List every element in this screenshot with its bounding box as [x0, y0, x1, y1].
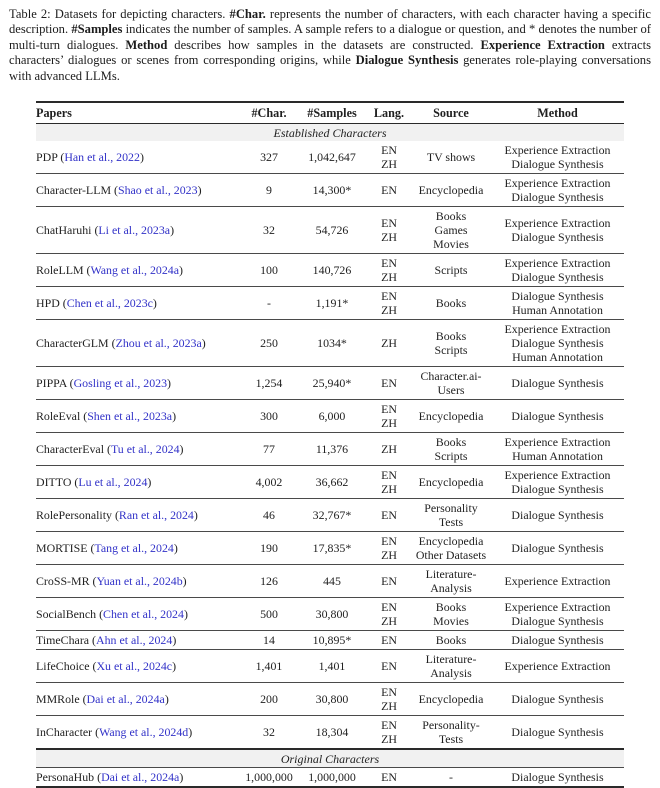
source-cell-line: Literature-: [425, 652, 477, 667]
samples-cell: 14,300*: [312, 183, 352, 198]
source-cell-line: Games: [434, 223, 468, 238]
source-cell-line: Other Datasets: [415, 548, 487, 563]
lang-cell: [367, 499, 411, 532]
source-cell: [411, 466, 491, 499]
source-cell-line: -: [449, 770, 453, 785]
method-cell-line: Human Annotation: [512, 449, 603, 464]
source-cell-line: Literature-: [425, 567, 477, 582]
source-cell: [411, 287, 491, 320]
samples-cell: 25,940*: [312, 376, 352, 391]
method-cell-line: Experience Extraction: [504, 216, 611, 231]
samples-cell: 140,726: [312, 263, 352, 278]
lang-cell: [367, 598, 411, 631]
source-cell: [411, 598, 491, 631]
source-cell-line: Personality: [424, 501, 478, 516]
lang-cell-line: EN: [381, 216, 397, 231]
paper-cell: MORTISE (Tang et al., 2024): [36, 541, 178, 556]
samples-cell: 6,000: [318, 409, 346, 424]
citation-link[interactable]: Tu et al., 2024: [110, 442, 180, 457]
citation-link[interactable]: Li et al., 2023a: [98, 223, 171, 238]
paper-name: Character-LLM: [36, 183, 112, 198]
lang-cell: [367, 683, 411, 716]
source-cell: [411, 433, 491, 466]
lang-cell-line: EN: [381, 289, 397, 304]
citation-link[interactable]: Chen et al., 2024: [103, 607, 184, 622]
paper-name: MORTISE: [36, 541, 88, 556]
char-count-cell: 32: [263, 223, 275, 238]
source-cell-line: Encyclopedia: [418, 534, 484, 549]
lang-cell-line: ZH: [381, 303, 397, 318]
citation-link[interactable]: Shen et al., 2023a: [87, 409, 173, 424]
citation-link[interactable]: Ran et al., 2024: [118, 508, 194, 523]
lang-cell: [367, 320, 411, 367]
paper-cell: DITTO (Lu et al., 2024): [36, 475, 152, 490]
source-cell-line: Encyclopedia: [418, 475, 484, 490]
paper-name: PDP: [36, 150, 58, 165]
source-cell: [411, 254, 491, 287]
method-cell-line: Dialogue Synthesis: [511, 541, 604, 556]
paper-cell: RoleEval (Shen et al., 2023a): [36, 409, 177, 424]
citation-link[interactable]: Lu et al., 2024: [78, 475, 148, 490]
paper-cell: PDP (Han et al., 2022): [36, 150, 144, 165]
citation-link[interactable]: Xu et al., 2024c: [96, 659, 173, 674]
column-header-lang: Lang.: [367, 102, 411, 124]
char-count-cell: 1,401: [255, 659, 283, 674]
lang-cell: [367, 532, 411, 565]
char-count-cell: 327: [260, 150, 278, 165]
method-cell: [491, 254, 624, 287]
source-cell: [411, 631, 491, 650]
column-header-source: Source: [411, 102, 491, 124]
method-cell-line: Experience Extraction: [504, 659, 611, 674]
source-cell: [411, 207, 491, 254]
section-header-row: [36, 749, 624, 768]
char-count-cell: 190: [260, 541, 278, 556]
lang-cell: [367, 433, 411, 466]
table-row: [36, 207, 624, 254]
paper-cell: MMRole (Dai et al., 2024a): [36, 692, 169, 707]
samples-cell: 18,304: [315, 725, 349, 740]
paper-name: CharacterEval: [36, 442, 104, 457]
table-row: [36, 650, 624, 683]
lang-cell-line: EN: [381, 534, 397, 549]
table-header: [36, 102, 624, 124]
lang-cell-line: EN: [381, 143, 397, 158]
table-row: [36, 254, 624, 287]
lang-cell-line: EN: [381, 402, 397, 417]
source-cell: [411, 650, 491, 683]
paper-name: CharacterGLM: [36, 336, 109, 351]
lang-cell-line: ZH: [381, 336, 397, 351]
lang-cell: [367, 367, 411, 400]
method-cell: [491, 565, 624, 598]
method-cell: [491, 716, 624, 750]
method-cell-line: Human Annotation: [512, 303, 603, 318]
table-body: [36, 124, 624, 788]
method-cell-line: Experience Extraction: [504, 143, 611, 158]
paper-name: MMRole: [36, 692, 80, 707]
lang-cell-line: ZH: [381, 270, 397, 285]
method-cell: [491, 499, 624, 532]
method-cell: [491, 367, 624, 400]
paper-cell: RoleLLM (Wang et al., 2024a): [36, 263, 183, 278]
paper-name: LifeChoice: [36, 659, 90, 674]
citation-link[interactable]: Chen et al., 2023c: [66, 296, 153, 311]
paper-name: DITTO: [36, 475, 72, 490]
lang-cell: [367, 565, 411, 598]
char-count-cell: 32: [263, 725, 275, 740]
section-header-row: [36, 124, 624, 142]
char-count-cell: 100: [260, 263, 278, 278]
samples-cell: 10,895*: [312, 633, 352, 648]
source-cell-line: Analysis: [430, 581, 472, 596]
char-count-cell: 1,000,000: [245, 770, 293, 785]
samples-cell: 445: [323, 574, 341, 589]
lang-cell-line: EN: [381, 718, 397, 733]
citation-link[interactable]: Wang et al., 2024a: [90, 263, 180, 278]
source-cell: [411, 367, 491, 400]
source-cell-line: Encyclopedia: [418, 409, 484, 424]
method-cell-line: Dialogue Synthesis: [511, 270, 604, 285]
method-cell-line: Experience Extraction: [504, 468, 611, 483]
lang-cell: [367, 466, 411, 499]
paper-name: ChatHaruhi: [36, 223, 92, 238]
source-cell: [411, 532, 491, 565]
source-cell-line: Books: [435, 209, 467, 224]
citation-link[interactable]: Yuan et al., 2024b: [96, 574, 183, 589]
citation-link[interactable]: Ahn et al., 2024: [96, 633, 173, 648]
source-cell-line: Scripts: [434, 343, 468, 358]
caption-text: describes how samples in the datasets are constructed.: [167, 37, 481, 52]
source-cell-line: Books: [435, 296, 467, 311]
source-cell-line: Scripts: [434, 449, 468, 464]
paper-name: InCharacter: [36, 725, 93, 740]
source-cell: [411, 716, 491, 750]
method-cell: [491, 400, 624, 433]
paper-cell: PersonaHub (Dai et al., 2024a): [36, 770, 184, 785]
source-cell-line: Encyclopedia: [418, 692, 484, 707]
table-row: [36, 598, 624, 631]
method-cell: [491, 683, 624, 716]
char-count-cell: 4,002: [255, 475, 283, 490]
method-cell-line: Dialogue Synthesis: [511, 289, 604, 304]
method-cell-line: Dialogue Synthesis: [511, 770, 604, 785]
source-cell-line: Movies: [433, 237, 469, 252]
table-row: [36, 141, 624, 174]
table-caption: [0, 0, 660, 84]
lang-cell: [367, 631, 411, 650]
lang-cell-line: EN: [381, 633, 397, 648]
char-count-cell: 200: [260, 692, 278, 707]
citation-link[interactable]: Zhou et al., 2023a: [115, 336, 202, 351]
lang-cell-line: EN: [381, 508, 397, 523]
lang-cell-line: ZH: [381, 230, 397, 245]
char-count-cell: 14: [263, 633, 275, 648]
source-cell-line: Users: [437, 383, 465, 398]
samples-cell: 1034*: [317, 336, 347, 351]
source-cell-line: Books: [435, 600, 467, 615]
method-cell-line: Dialogue Synthesis: [511, 614, 604, 629]
char-count-cell: 77: [263, 442, 275, 457]
method-cell-line: Dialogue Synthesis: [511, 376, 604, 391]
paper-cell: Character-LLM (Shao et al., 2023): [36, 183, 202, 198]
lang-cell: [367, 650, 411, 683]
paper-name: RoleEval: [36, 409, 81, 424]
citation-link[interactable]: Dai et al., 2024a: [101, 770, 180, 785]
method-cell-line: Dialogue Synthesis: [511, 157, 604, 172]
paper-name: TimeChara: [36, 633, 90, 648]
paper-name: RolePersonality: [36, 508, 112, 523]
method-cell-line: Human Annotation: [512, 350, 603, 365]
method-cell-line: Dialogue Synthesis: [511, 633, 604, 648]
paper-cell: ChatHaruhi (Li et al., 2023a): [36, 223, 175, 238]
table-row: [36, 532, 624, 565]
source-cell: [411, 400, 491, 433]
header-row: [36, 102, 624, 124]
caption-text: extracts characters’ dialogues or scenes from corresponding origins, while: [9, 37, 652, 68]
lang-cell: [367, 254, 411, 287]
caption-text: Table 2: Datasets for depicting characters.: [9, 7, 230, 21]
caption-term: Experience Extraction: [480, 37, 605, 52]
table-row: [36, 631, 624, 650]
samples-cell: 36,662: [315, 475, 349, 490]
method-cell-line: Experience Extraction: [504, 322, 611, 337]
paper-name: CroSS-MR: [36, 574, 90, 589]
section-label: Established Characters: [273, 125, 387, 140]
method-cell-line: Dialogue Synthesis: [511, 692, 604, 707]
source-cell: [411, 174, 491, 207]
char-count-cell: 46: [263, 508, 275, 523]
method-cell-line: Experience Extraction: [504, 600, 611, 615]
method-cell: [491, 287, 624, 320]
table-row: [36, 466, 624, 499]
lang-cell-line: EN: [381, 770, 397, 785]
lang-cell-line: ZH: [381, 699, 397, 714]
paper-name: PIPPA: [36, 376, 67, 391]
source-cell-line: Books: [435, 329, 467, 344]
char-count-cell: 1,254: [255, 376, 283, 391]
source-cell-line: TV shows: [426, 150, 476, 165]
table-row: [36, 768, 624, 788]
lang-cell: [367, 287, 411, 320]
method-cell-line: Experience Extraction: [504, 435, 611, 450]
source-cell-line: Character.ai-: [420, 369, 482, 384]
method-cell: [491, 174, 624, 207]
char-count-cell: -: [267, 296, 271, 311]
source-cell-line: Analysis: [430, 666, 472, 681]
caption-term: #Samples: [71, 22, 123, 37]
method-cell: [491, 320, 624, 367]
source-cell: [411, 768, 491, 788]
paper-cell: HPD (Chen et al., 2023c): [36, 296, 157, 311]
paper-name: PersonaHub: [36, 770, 95, 785]
method-cell: [491, 141, 624, 174]
samples-cell: 1,401: [318, 659, 346, 674]
samples-cell: 32,767*: [312, 508, 352, 523]
char-count-cell: 500: [260, 607, 278, 622]
citation-link[interactable]: Shao et al., 2023: [117, 183, 198, 198]
citation-link[interactable]: Dai et al., 2024a: [86, 692, 165, 707]
samples-cell: 30,800: [315, 692, 349, 707]
source-cell: [411, 683, 491, 716]
method-cell: [491, 768, 624, 788]
method-cell-line: Experience Extraction: [504, 256, 611, 271]
table-row: [36, 400, 624, 433]
paper-cell: CharacterGLM (Zhou et al., 2023a): [36, 336, 206, 351]
lang-cell-line: ZH: [381, 614, 397, 629]
method-cell: [491, 631, 624, 650]
paper-cell: SocialBench (Chen et al., 2024): [36, 607, 188, 622]
source-cell: [411, 565, 491, 598]
lang-cell-line: EN: [381, 256, 397, 271]
lang-cell: [367, 716, 411, 750]
method-cell: [491, 532, 624, 565]
samples-cell: 54,726: [315, 223, 349, 238]
lang-cell: [367, 174, 411, 207]
datasets-table: [36, 101, 624, 788]
paper-cell: CharacterEval (Tu et al., 2024): [36, 442, 184, 457]
column-header-samples: #Samples: [297, 102, 367, 124]
samples-cell: 11,376: [315, 442, 349, 457]
table-row: [36, 716, 624, 750]
table-row: [36, 320, 624, 367]
lang-cell: [367, 207, 411, 254]
method-cell-line: Experience Extraction: [504, 176, 611, 191]
samples-cell: 17,835*: [312, 541, 352, 556]
method-cell-line: Dialogue Synthesis: [511, 508, 604, 523]
char-count-cell: 9: [266, 183, 272, 198]
source-cell: [411, 141, 491, 174]
paper-cell: InCharacter (Wang et al., 2024d): [36, 725, 193, 740]
lang-cell-line: EN: [381, 376, 397, 391]
method-cell-line: Dialogue Synthesis: [511, 336, 604, 351]
source-cell: [411, 320, 491, 367]
citation-link[interactable]: Han et al., 2022: [64, 150, 140, 165]
lang-cell: [367, 768, 411, 788]
caption-term: #Char.: [229, 7, 266, 21]
samples-cell: 1,042,647: [308, 150, 356, 165]
citation-link[interactable]: Wang et al., 2024d: [99, 725, 189, 740]
lang-cell-line: EN: [381, 600, 397, 615]
source-cell-line: Encyclopedia: [418, 183, 484, 198]
samples-cell: 1,191*: [315, 296, 349, 311]
lang-cell-line: EN: [381, 183, 397, 198]
source-cell-line: Books: [435, 435, 467, 450]
caption-term: Method: [125, 37, 168, 52]
source-cell-line: Tests: [438, 732, 464, 747]
lang-cell-line: ZH: [381, 482, 397, 497]
samples-cell: 30,800: [315, 607, 349, 622]
paper-cell: TimeChara (Ahn et al., 2024): [36, 633, 177, 648]
paper-cell: LifeChoice (Xu et al., 2024c): [36, 659, 177, 674]
paper-cell: CroSS-MR (Yuan et al., 2024b): [36, 574, 187, 589]
method-cell: [491, 598, 624, 631]
lang-cell-line: ZH: [381, 548, 397, 563]
lang-cell: [367, 141, 411, 174]
source-cell: [411, 499, 491, 532]
source-cell-line: Books: [435, 633, 467, 648]
method-cell: [491, 207, 624, 254]
source-cell-line: Personality-: [422, 718, 480, 733]
method-cell-line: Dialogue Synthesis: [511, 725, 604, 740]
samples-cell: 1,000,000: [308, 770, 356, 785]
char-count-cell: 126: [260, 574, 278, 589]
caption-text: represents the number of characters, with each character having a specific description.: [9, 7, 651, 37]
citation-link[interactable]: Gosling et al., 2023: [73, 376, 168, 391]
char-count-cell: 250: [260, 336, 278, 351]
method-cell-line: Dialogue Synthesis: [511, 409, 604, 424]
lang-cell: [367, 400, 411, 433]
source-cell-line: Tests: [438, 515, 464, 530]
paper-name: SocialBench: [36, 607, 97, 622]
method-cell-line: Dialogue Synthesis: [511, 190, 604, 205]
method-cell: [491, 433, 624, 466]
caption-term: Dialogue Synthesis: [355, 53, 459, 68]
table-row: [36, 565, 624, 598]
paper-cell: RolePersonality (Ran et al., 2024): [36, 508, 198, 523]
paper-name: RoleLLM: [36, 263, 84, 278]
lang-cell-line: ZH: [381, 442, 397, 457]
method-cell: [491, 466, 624, 499]
table-row: [36, 433, 624, 466]
lang-cell-line: ZH: [381, 157, 397, 172]
method-cell-line: Experience Extraction: [504, 574, 611, 589]
caption-text: indicates the number of samples. A sample refers to a dialogue or question, and * denotes the number of multi-turn dialogues.: [9, 22, 651, 52]
table-row: [36, 174, 624, 207]
column-header-method: Method: [491, 102, 624, 124]
table-row: [36, 683, 624, 716]
source-cell-line: Scripts: [434, 263, 468, 278]
citation-link[interactable]: Tang et al., 2024: [94, 541, 174, 556]
column-header-char-count: #Char.: [241, 102, 297, 124]
paper-cell: PIPPA (Gosling et al., 2023): [36, 376, 172, 391]
table-row: [36, 499, 624, 532]
lang-cell-line: ZH: [381, 732, 397, 747]
paper-name: HPD: [36, 296, 60, 311]
lang-cell-line: EN: [381, 659, 397, 674]
char-count-cell: 300: [260, 409, 278, 424]
source-cell-line: Movies: [433, 614, 469, 629]
table-row: [36, 287, 624, 320]
lang-cell-line: EN: [381, 468, 397, 483]
method-cell-line: Dialogue Synthesis: [511, 230, 604, 245]
column-header-papers: Papers: [36, 102, 241, 124]
method-cell-line: Dialogue Synthesis: [511, 482, 604, 497]
lang-cell-line: ZH: [381, 416, 397, 431]
lang-cell-line: EN: [381, 685, 397, 700]
table-row: [36, 367, 624, 400]
method-cell: [491, 650, 624, 683]
lang-cell-line: EN: [381, 574, 397, 589]
section-label: Original Characters: [280, 751, 380, 766]
caption-text: generates role-playing conversations with advanced LLMs.: [9, 53, 651, 83]
